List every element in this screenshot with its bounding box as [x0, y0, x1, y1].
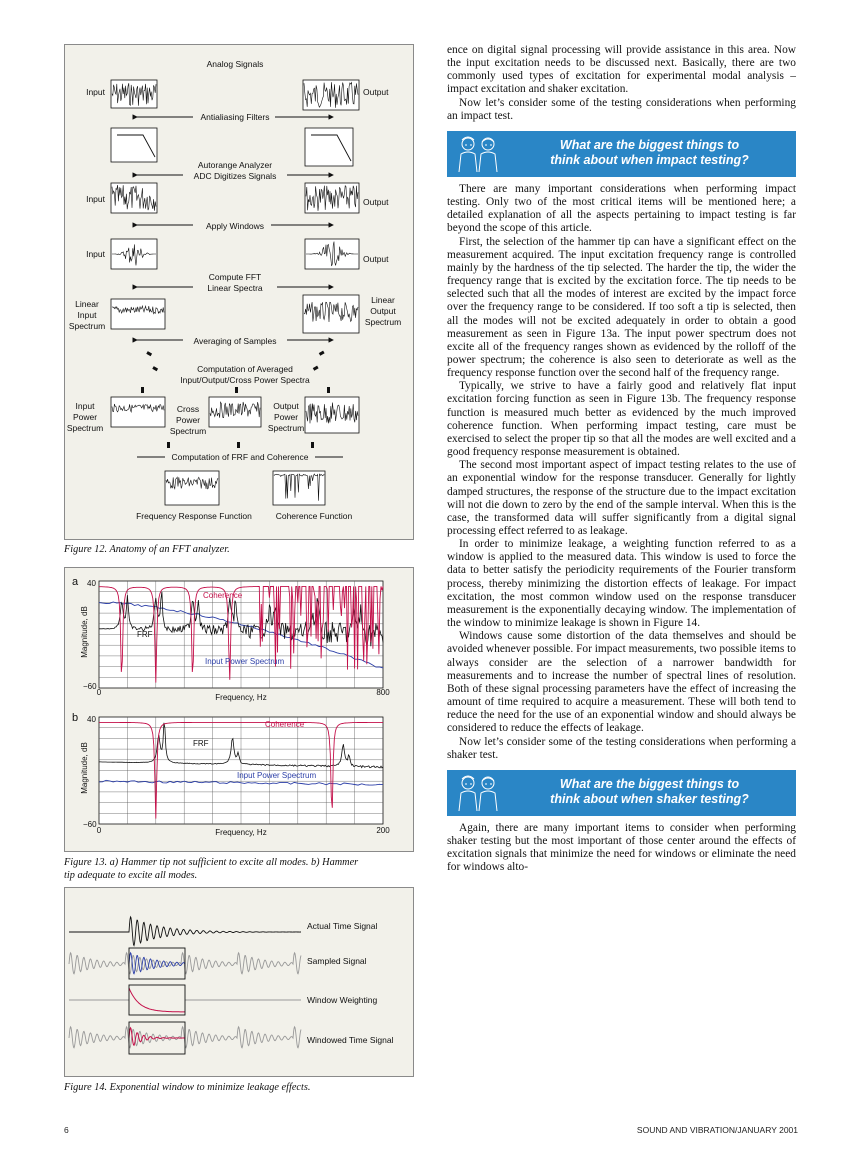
fig13-a-x1: 800 — [376, 688, 390, 697]
fig12-lin-out-box — [303, 295, 359, 333]
paragraph: Windows cause some distortion of the data themselves and should be avoided whenever possible. For impact measurements, two possible items to always consider are the selection of a narrower bandwidth for measurements and to increase the number of spectral lines of resolution. Both of these signal processing parameters have the effect of increasing the amount of time required to acquire a measurement. These will both tend to reduce the need for the use of an exponential window and should always be considered to reduce the effects of leakage. — [447, 630, 796, 735]
fig12-comp-frf-label: Computation of FRF and Coherence — [171, 452, 309, 462]
fig12-out-pow-label-3: Spectrum — [267, 423, 305, 433]
paragraph: Now let’s consider some of the testing considerations when performing a shaker test. — [447, 735, 796, 761]
fig12-cross-label: Cross — [176, 404, 200, 414]
fig12-antialias-label: Antialiasing Filters — [200, 112, 270, 122]
figure-14 — [64, 887, 414, 1077]
fig12-out-pow-label: Output — [273, 401, 299, 411]
fig13-caption-line1: Figure 13. a) Hammer tip not sufficient to excite all modes. b) Hammer — [64, 857, 359, 868]
fig14-window-label: Window Weighting — [307, 995, 378, 1005]
journal-footer: SOUND AND VIBRATION/JANUARY 2001 — [636, 1125, 798, 1135]
fig12-adc-label: ADC Digitizes Signals — [193, 171, 277, 181]
fig13-a-xlabel: Frequency, Hz — [215, 693, 267, 702]
fig12-averaging-label: Averaging of Samples — [193, 336, 277, 346]
fig12-input-label: Input — [86, 87, 105, 97]
fig12-comp-avg-label: Computation of Averaged — [197, 364, 293, 374]
fig12-output-filter-box — [305, 128, 353, 166]
paragraph: First, the selection of the hammer tip can have a significant effect on the measurement acquired. The input excitation frequency range is controlled mainly by the hardness of the tip selected. The harder the tip, the wider the frequency range that is excited by the excitation force. The tip needs to be selected such that all the modes of interest are excited by the impact force over the frequency range to be considered. If too soft a tip is selected, then all the modes will not be excited adequately in order to obtain a good measurement as seen in Figure 13a. The input power spectrum does not excite all of the frequency ranges shown as evidenced by the rolloff of the power spectrum; the coherence is also seen to deteriorate as well as the frequency response function over the second half of the frequency range. — [447, 235, 796, 380]
fig12-coherence-label: Coherence Function — [275, 511, 353, 521]
fig13-caption-line2: tip adequate to excite all modes. — [64, 870, 198, 881]
fig12-cross-label-3: Spectrum — [169, 426, 207, 436]
fig14-actual-trace — [69, 917, 301, 946]
fig13-b-xlabel: Frequency, Hz — [215, 828, 267, 837]
paragraph: Typically, we strive to have a fairly good and relatively flat input excitation forcing function as seen in Figure 13b. The frequency response function is measured much better as evidenced by the much improved coherence function. When performing impact testing, care must be exercised to select the proper tip so that all the modes are well excited and a good frequency response measurement is obtained. — [447, 380, 796, 459]
fig13-a-frf-label: FRF — [137, 630, 153, 639]
fig12-input2-label: Input — [86, 194, 105, 204]
figure-13 — [64, 567, 414, 852]
page-number: 6 — [64, 1125, 69, 1135]
fig13-a-ybottom: −60 — [83, 682, 97, 691]
paragraph: In order to minimize leakage, a weighting function referred to as a window is applied to the measured data. This window is used to force the data to better satisfy the periodicity requirements of the Fourier transform process, thereby minimizing the distortion effects of leakage. For impact excitation, the most common window used on the response transducer measurement is the exponentially decaying window. The implementation of the window to minimize leakage is shown in Figure 14. — [447, 538, 796, 630]
fig12-out-pow-label-2: Power — [273, 412, 299, 422]
fig12-autorange-label: Autorange Analyzer — [197, 160, 273, 170]
fig12-in-pow-label: Input — [75, 401, 95, 411]
fig12-output-label: Output — [363, 87, 389, 97]
fig12-input-filter-box — [111, 128, 157, 162]
fig13-a-x0: 0 — [96, 688, 102, 697]
fig14-caption: Figure 14. Exponential window to minimize leakage effects. — [64, 1082, 311, 1093]
question-line: think about when impact testing? — [550, 152, 749, 167]
fig13-b-ybottom: −60 — [83, 820, 97, 829]
paragraph: There are many important considerations when performing impact testing. Only two of the most critical items will be mentioned here; a detailed explanation of all the aspects pertaining to impact testing is far beyond the scope of this article. — [447, 182, 796, 235]
question-box-impact — [447, 131, 796, 177]
fig13-b-ytop: 40 — [87, 715, 96, 724]
fig12-lin-in-label-2: Input — [77, 310, 97, 320]
fig12-in-pow-box — [111, 397, 165, 427]
fig14-diagram — [65, 888, 415, 1078]
fig12-compute-fft-label: Compute FFT — [208, 272, 262, 282]
fig12-output3-label: Output — [363, 254, 389, 264]
fig12-lin-out-label: Linear — [371, 295, 395, 305]
fig12-cross-label-2: Power — [175, 415, 201, 425]
article-body — [447, 44, 796, 874]
paragraph: Again, there are many important items to consider when performing shaker testing but the most important of those center around the effects of excitation signals that minimize the need for windows or eliminate the need for windows alto- — [447, 821, 796, 874]
question-line: What are the biggest things to — [559, 137, 740, 152]
fft-analyzer-diagram — [65, 45, 415, 541]
fig13-a-ytop: 40 — [87, 579, 96, 588]
fig13-a-coherence-label: Coherence — [203, 591, 243, 600]
fig12-output2-label: Output — [363, 197, 389, 207]
fig12-input3-label: Input — [86, 249, 105, 259]
fig14-window-curve — [129, 988, 185, 1012]
fig14-actual-label: Actual Time Signal — [307, 921, 378, 931]
fig12-caption: Figure 12. Anatomy of an FFT analyzer. — [64, 544, 230, 555]
fig13-b-ylabel: Magnitude, dB — [80, 742, 89, 794]
fig13-panel-a: a — [72, 576, 79, 588]
fig14-windowed-label: Windowed Time Signal — [307, 1035, 394, 1045]
fig12-lin-in-label: Linear — [75, 299, 99, 309]
fig13-a-input-power-label: Input Power Spectrum — [205, 657, 285, 666]
fig12-lin-out-label-3: Spectrum — [364, 317, 402, 327]
fig13-b-x1: 200 — [376, 826, 390, 835]
fig13-panel-b: b — [72, 712, 79, 724]
fig12-in-pow-label-3: Spectrum — [66, 423, 104, 433]
paragraph: ence on digital signal processing will provide assistance in this area. Now the input excitation needs to be discussed next. Basically, there are two commonly used types of excitation for experimental modal analysis – impact excitation and shaker excitation. — [447, 44, 796, 96]
fig13-charts — [65, 568, 415, 853]
question-box-shaker — [447, 770, 796, 816]
fig12-comp-avg-label-2: Input/Output/Cross Power Spectra — [180, 375, 310, 385]
fig12-frf-box — [165, 471, 219, 505]
question-line: What are the biggest things to — [559, 776, 740, 791]
people-icon — [453, 773, 503, 813]
fig14-sampled-box — [129, 948, 185, 979]
people-icon — [453, 134, 503, 174]
paragraph: The second most important aspect of impact testing relates to the use of an exponential window for the response transducer. Generally for lightly damped structures, the response of the structure due to the impact excitation will not die down to zero by the end of the sample interval. When this is the case, the transformed data will suffer significantly from a digital signal processing effect referred to as leakage. — [447, 459, 796, 537]
fig12-lin-out-label-2: Output — [370, 306, 396, 316]
paragraph: Now let’s consider some of the testing considerations when performing an impact test. — [447, 96, 796, 122]
fig12-lin-in-label-3: Spectrum — [68, 321, 106, 331]
question-line: think about when shaker testing? — [550, 791, 749, 806]
fig12-linear-spectra-label: Linear Spectra — [207, 283, 263, 293]
figure-12 — [64, 44, 414, 540]
fig12-apply-windows-label: Apply Windows — [205, 221, 265, 231]
fig13-b-coherence-label: Coherence — [265, 720, 305, 729]
fig13-b-frf-label: FRF — [193, 739, 209, 748]
fig12-frf-label: Frequency Response Function — [136, 511, 252, 521]
fig12-title: Analog Signals — [206, 59, 264, 69]
fig13-b-input-power-label: Input Power Spectrum — [237, 771, 317, 780]
fig14-sampled-label: Sampled Signal — [307, 956, 367, 966]
fig13-caption — [64, 856, 358, 882]
fig12-in-pow-label-2: Power — [72, 412, 98, 422]
fig13-a-ylabel: Magnitude, dB — [80, 606, 89, 658]
fig12-lin-in-box — [111, 299, 165, 329]
fig13-b-x0: 0 — [96, 826, 102, 835]
